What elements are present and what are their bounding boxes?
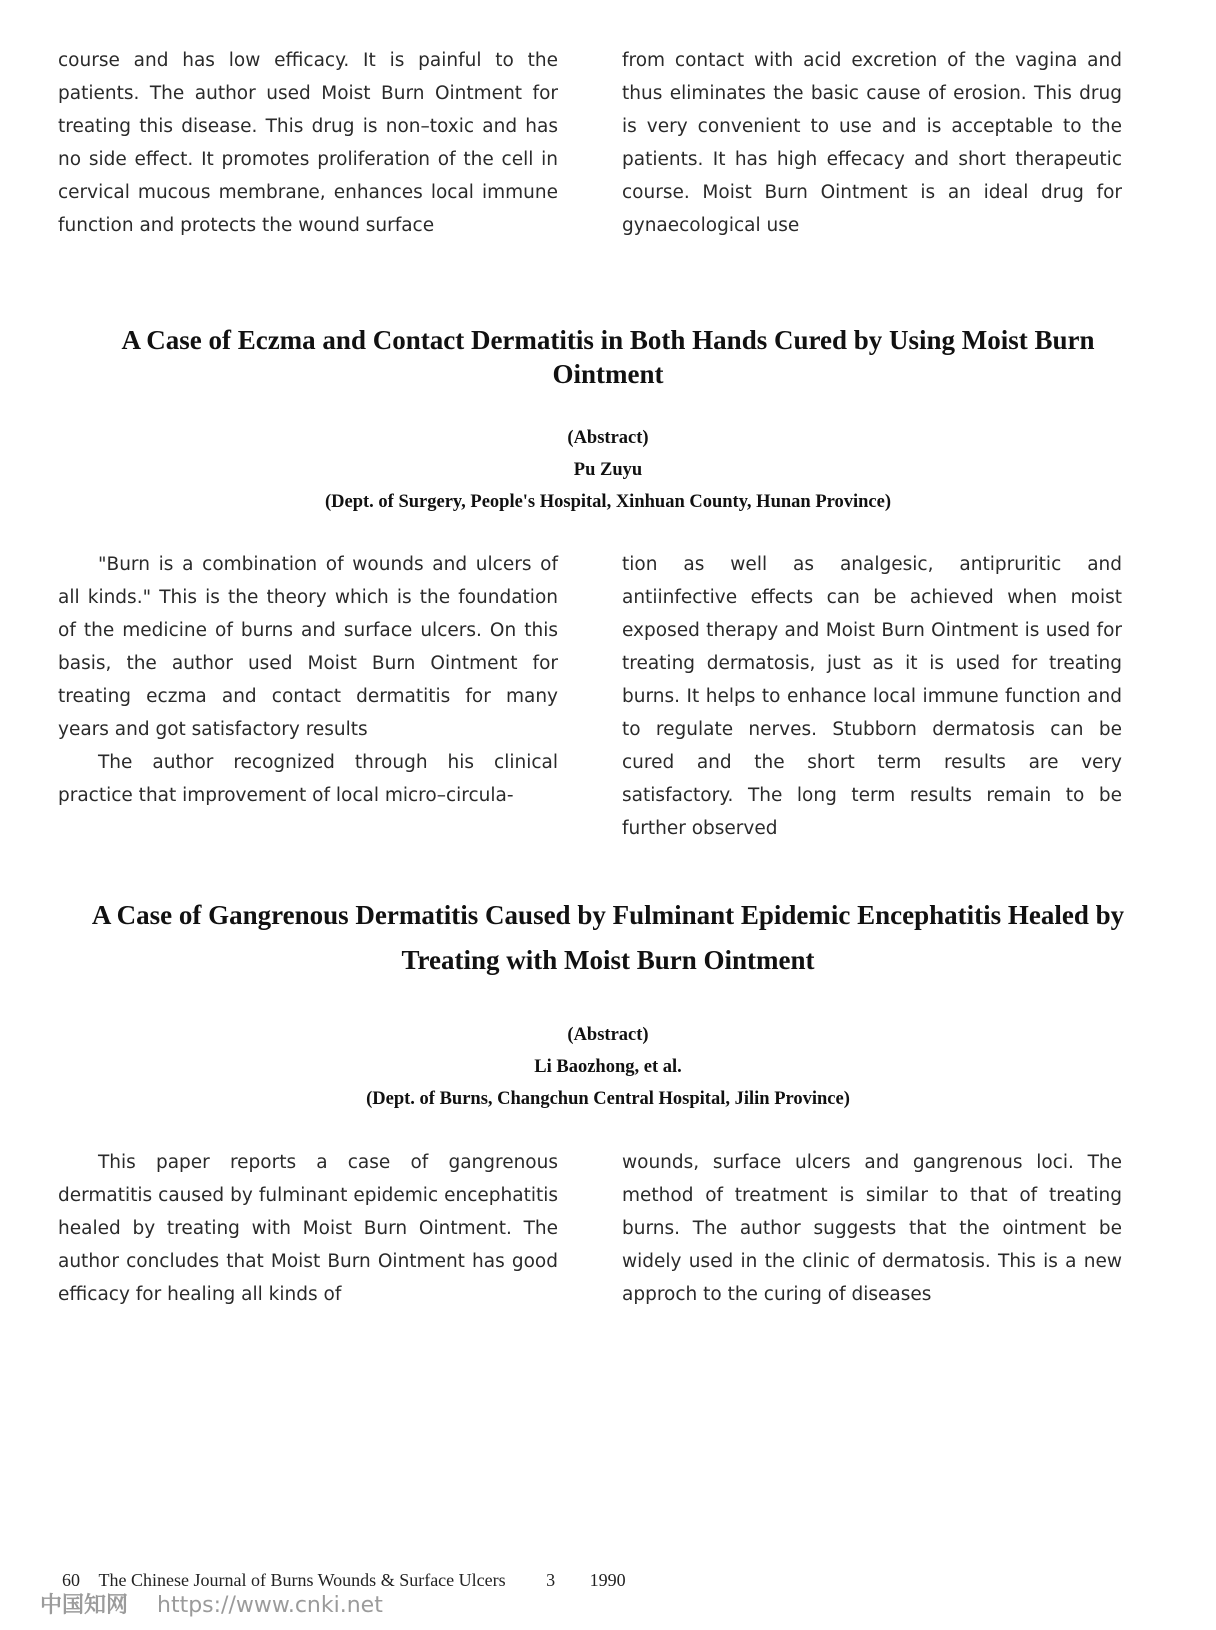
author-affiliation: (Dept. of Surgery, People's Hospital, Xinhuan County, Hunan Province) [324, 492, 892, 512]
article-meta [0, 422, 1216, 518]
abstract-right-column [622, 1146, 1122, 1311]
watermark-site-name: 中国知网 [40, 1593, 129, 1618]
paragraph: tion as well as analgesic, antipruritic and antiinfective effects can be achieved when moist exposed therapy and Moist Burn Ointment is used for treating dermatosis, just as it is used for treating burns. It helps to enhance local immune function and to regulate nerves. Stubborn dermatosis can be cured and the short term results are very satisfactory. The long term results remain to be further observed [622, 554, 1122, 839]
article-title: A Case of Gangrenous Dermatitis Caused by Fulminant Epidemic Encephatitis Healed by Treating with Moist Burn Ointment [91, 900, 1125, 975]
abstract-label: (Abstract) [567, 1025, 649, 1045]
author-name: Pu Zuyu [573, 460, 643, 480]
journal-name: The Chinese Journal of Burns Wounds & Surface Ulcers [98, 1570, 506, 1590]
paragraph: wounds, surface ulcers and gangrenous loci. The method of treatment is similar to that of treating burns. The author suggests that the ointment be widely used in the clinic of dermatosis. This is a new approch to the curing of diseases [622, 1152, 1122, 1305]
watermark-url: https://www.cnki.net [157, 1593, 383, 1618]
paragraph: This paper reports a case of gangrenous dermatitis caused by fulminant epidemic encephatitis healed by treating with Moist Burn Ointment. The author concludes that Moist Burn Ointment has good efficacy for healing all kinds of [58, 1152, 558, 1305]
article-title: A Case of Eczma and Contact Dermatitis in Both Hands Cured by Using Moist Burn Ointment [121, 325, 1095, 389]
abstract-left-column [58, 548, 558, 812]
paragraph: The author recognized through his clinical practice that improvement of local micro–circula- [58, 752, 558, 806]
author-name: Li Baozhong, et al. [534, 1057, 682, 1077]
continued-text-left-column [58, 44, 558, 242]
publication-year: 1990 [589, 1570, 626, 1590]
cnki-watermark [40, 1588, 383, 1619]
abstract-label: (Abstract) [567, 428, 649, 448]
page-number: 60 [62, 1570, 80, 1590]
article-meta [0, 1019, 1216, 1115]
paragraph: from contact with acid excretion of the vagina and thus eliminates the basic cause of erosion. This drug is very convenient to use and is acceptable to the patients. It has high effecacy and short therapeutic course. Moist Burn Ointment is an ideal drug for gynaecological use [622, 50, 1122, 236]
issue-number: 3 [546, 1570, 556, 1590]
paragraph: course and has low efficacy. It is painful to the patients. The author used Moist Burn Ointment for treating this disease. This drug is non–toxic and has no side effect. It promotes proliferation of the cell in cervical mucous membrane, enhances local immune function and protects the wound surface [58, 50, 558, 236]
paragraph: "Burn is a combination of wounds and ulcers of all kinds." This is the theory which is the foundation of the medicine of burns and surface ulcers. On this basis, the author used Moist Burn Ointment for treating eczma and contact dermatitis for many years and got satisfactory results [58, 554, 558, 740]
continued-text-right-column [622, 44, 1122, 242]
author-affiliation: (Dept. of Burns, Changchun Central Hospital, Jilin Province) [366, 1089, 850, 1109]
abstract-left-column [58, 1146, 558, 1311]
abstract-right-column [622, 548, 1122, 845]
